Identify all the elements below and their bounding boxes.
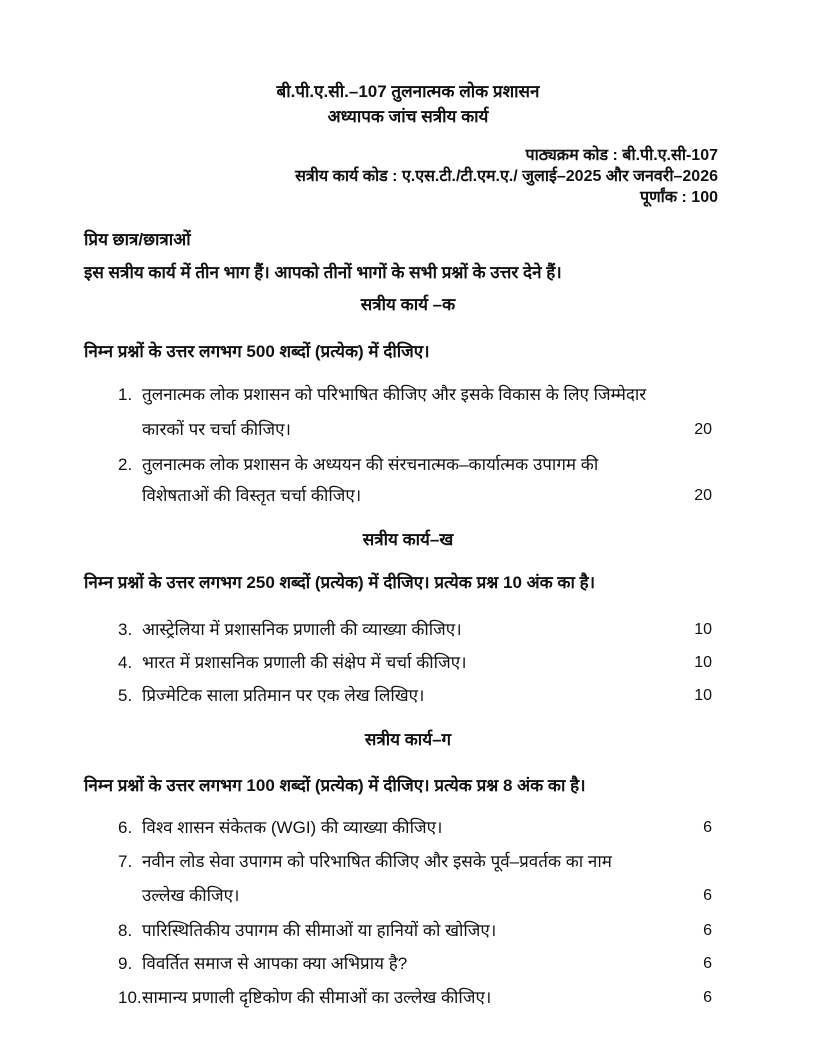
max-marks: पूर्णांक : 100 <box>639 189 718 206</box>
document-title: बी.पी.ए.सी.–107 तुलनात्मक लोक प्रशासन <box>276 82 540 101</box>
greeting: प्रिय छात्र/छात्राओं <box>84 230 191 249</box>
question-text: तुलनात्मक लोक प्रशासन के अध्ययन की संरचनात्मक–कार्यात्मक उपागम की <box>142 455 599 474</box>
question-2 <box>118 454 598 476</box>
question-10-marks: 6 <box>703 989 712 1006</box>
question-7 <box>118 851 612 873</box>
question-5-marks: 10 <box>694 687 712 704</box>
question-1 <box>118 384 646 406</box>
question-number: 1. <box>118 385 133 404</box>
question-2-marks: 20 <box>694 487 712 504</box>
question-number: 7. <box>118 852 133 871</box>
assignment-code: सत्रीय कार्य कोड : ए.एस.टी./टी.एम.ए./ जुलाई–2025 और जनवरी–2026 <box>295 168 718 185</box>
question-8-marks: 6 <box>703 922 712 939</box>
question-text: भारत में प्रशासनिक प्रणाली की संक्षेप में चर्चा कीजिए। <box>142 653 467 672</box>
question-text: आस्ट्रेलिया में प्रशासनिक प्रणाली की व्याख्या कीजिए। <box>142 620 462 639</box>
question-1-cont: कारकों पर चर्चा कीजिए। <box>142 420 291 439</box>
question-10 <box>118 987 491 1009</box>
question-text: पारिस्थितिकीय उपागम की सीमाओं या हानियों को खोजिए। <box>142 921 497 940</box>
section-c-title: सत्रीय कार्य–ग <box>364 730 452 749</box>
question-number: 5. <box>118 686 133 705</box>
question-8 <box>118 920 496 942</box>
question-text: नवीन लोड सेवा उपागम को परिभाषित कीजिए और इसके पूर्व–प्रवर्तक का नाम <box>142 852 612 871</box>
question-text: तुलनात्मक लोक प्रशासन को परिभाषित कीजिए और इसके विकास के लिए जिम्मेदार <box>142 385 647 404</box>
question-6 <box>118 817 442 839</box>
question-number: 10. <box>118 988 142 1007</box>
section-b-instruction: निम्न प्रश्नों के उत्तर लगभग 250 शब्दों (प्रत्येक) में दीजिए। प्रत्येक प्रश्न 10 अंक का है। <box>84 573 596 592</box>
section-a-instruction: निम्न प्रश्नों के उत्तर लगभग 500 शब्दों (प्रत्येक) में दीजिए। <box>84 342 430 361</box>
question-3-marks: 10 <box>694 621 712 638</box>
question-4-marks: 10 <box>694 654 712 671</box>
question-text: सामान्य प्रणाली दृष्टिकोण की सीमाओं का उल्लेख कीजिए। <box>142 988 492 1007</box>
question-number: 3. <box>118 620 133 639</box>
question-number: 9. <box>118 954 133 973</box>
question-1-marks: 20 <box>694 421 712 438</box>
question-number: 2. <box>118 455 133 474</box>
question-number: 6. <box>118 818 133 837</box>
section-b-title: सत्रीय कार्य–ख <box>362 530 454 549</box>
question-5 <box>118 685 425 707</box>
question-7-marks: 6 <box>703 887 712 904</box>
question-text: प्रिज्मेटिक साला प्रतिमान पर एक लेख लिखिए। <box>142 686 425 705</box>
intro-text: इस सत्रीय कार्य में तीन भाग हैं। आपको तीनों भागों के सभी प्रश्नों के उत्तर देने हैं। <box>84 263 562 282</box>
document-subtitle: अध्यापक जांच सत्रीय कार्य <box>327 107 489 126</box>
question-2-cont: विशेषताओं की विस्तृत चर्चा कीजिए। <box>142 486 362 505</box>
question-number: 8. <box>118 921 133 940</box>
question-text: विश्व शासन संकेतक (WGI) की व्याख्या कीजिए। <box>142 818 443 837</box>
question-6-marks: 6 <box>703 819 712 836</box>
question-3 <box>118 619 462 641</box>
section-c-instruction: निम्न प्रश्नों के उत्तर लगभग 100 शब्दों (प्रत्येक) में दीजिए। प्रत्येक प्रश्न 8 अंक का है। <box>84 776 586 795</box>
question-text: विवर्तित समाज से आपका क्या अभिप्राय है? <box>142 954 408 973</box>
question-9 <box>118 953 407 975</box>
question-4 <box>118 652 467 674</box>
question-7-cont: उल्लेख कीजिए। <box>142 886 240 905</box>
section-a-title: सत्रीय कार्य –क <box>360 295 456 314</box>
question-9-marks: 6 <box>703 955 712 972</box>
course-code: पाठ्यक्रम कोड : बी.पी.ए.सी-107 <box>525 147 718 164</box>
question-number: 4. <box>118 653 133 672</box>
